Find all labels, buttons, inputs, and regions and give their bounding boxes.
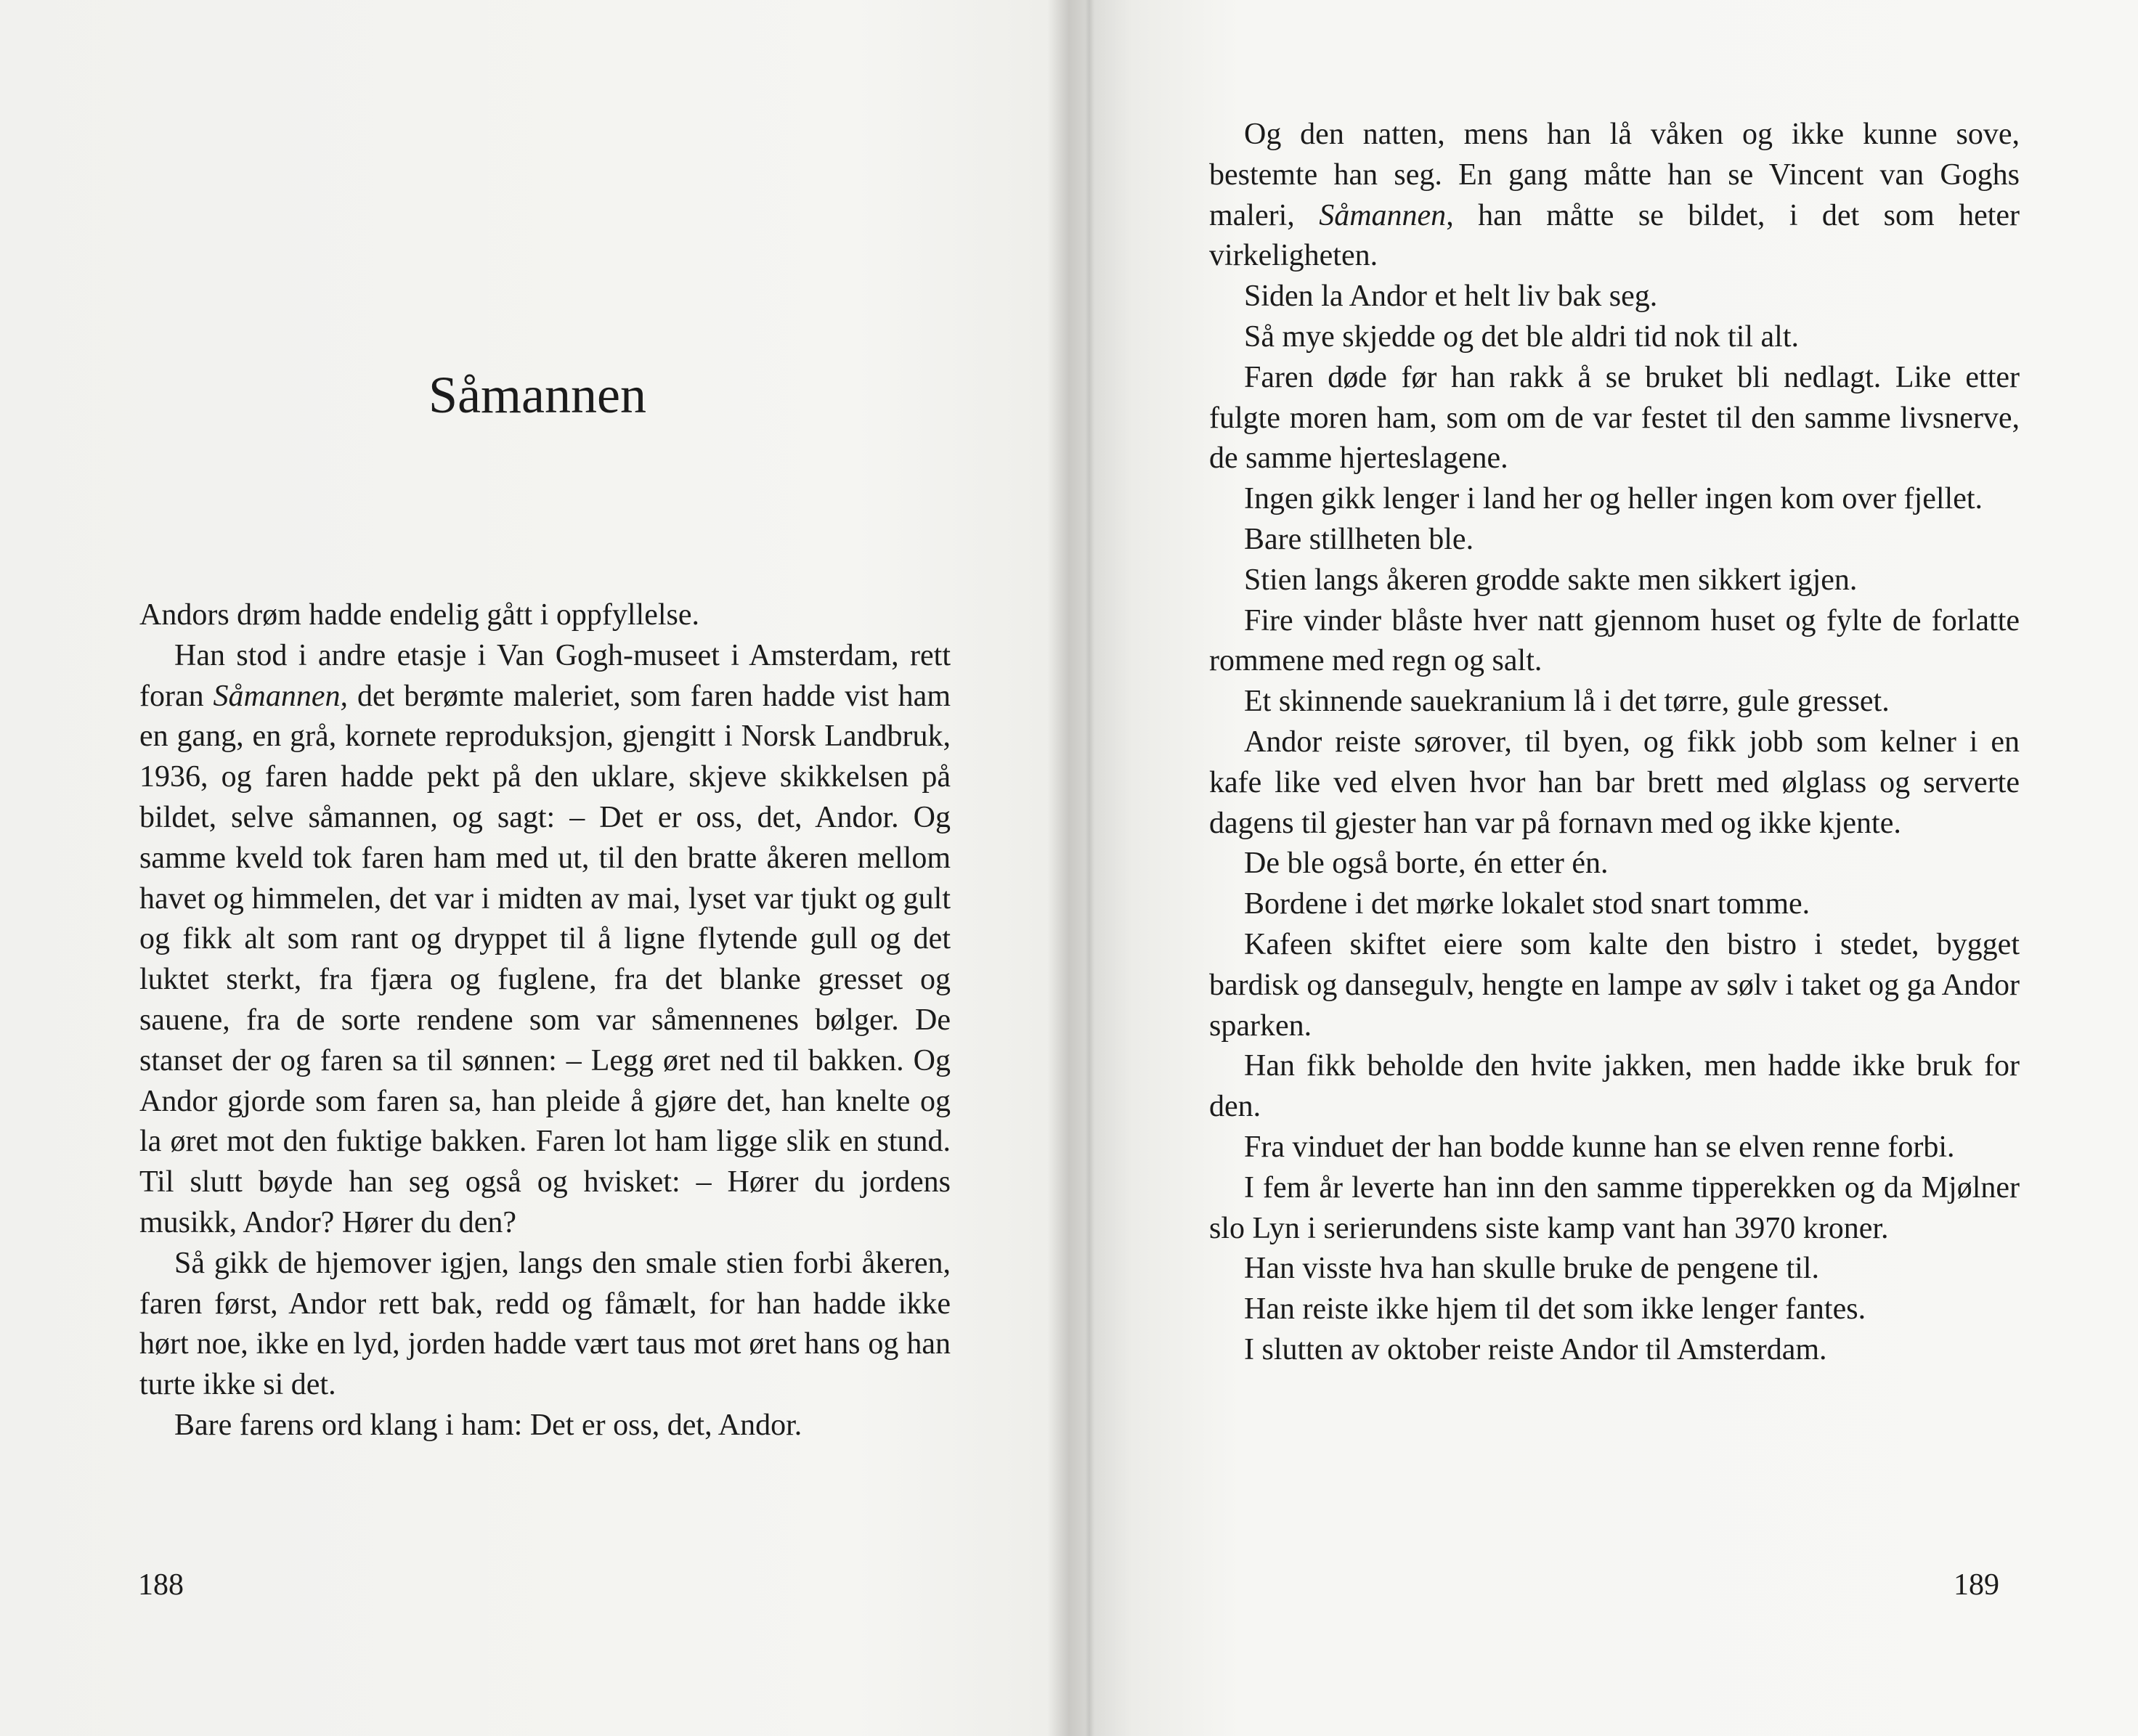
paragraph: Siden la Andor et helt liv bak seg. [1244,280,1658,314]
paragraph: Bordene i det mørke lokalet stod snart tomme. [1244,887,1810,921]
paragraph: Han visste hva han skulle bruke de pengene til. [1244,1252,1819,1286]
painting-title-italic: Såmannen [1319,198,1447,232]
paragraph: De ble også borte, én etter én. [1244,847,1609,881]
paragraph: Bare farens ord klang i ham: Det er oss, det, Andor. [174,1408,802,1442]
paragraph: Et skinnende sauekranium lå i det tørre, gule gresset. [1244,685,1890,719]
paragraph: Andors drøm hadde endelig gått i oppfyllelse. [139,598,699,632]
paragraph [1209,115,2020,277]
paragraph [139,636,951,1244]
paragraph: Kafeen skiftet eiere som kalte den bistro i stedet, bygget bardisk og dansegulv, hengte en lampe av sølv i taket og ga Andor sparken. [1209,927,2020,1043]
paragraph: Fire vinder blåste hver natt gjennom huset og fylte de forlatte rommene med regn og salt. [1209,603,2020,678]
left-page-text [139,595,951,1446]
paragraph: Han reiste ikke hjem til det som ikke lenger fantes. [1244,1292,1866,1327]
right-page [1075,0,2138,1736]
painting-title-italic: Såmannen, [213,679,349,713]
paragraph: Han fikk beholde den hvite jakken, men hadde ikke bruk for den. [1209,1049,2020,1124]
text-run: Og den natten, mens han lå våken og ikke kunne sove, bestemte han seg. En gang måtte han se Vincent van Goghs maleri, [1209,118,2020,232]
page-number-left: 188 [138,1568,184,1602]
paragraph: Så mye skjedde og det ble aldri tid nok til alt. [1244,319,1800,354]
paragraph: Bare stillheten ble. [1244,522,1474,556]
paragraph: I slutten av oktober reiste Andor til Amsterdam. [1244,1332,1827,1366]
paragraph: Ingen gikk lenger i land her og heller ingen kom over fjellet. [1244,482,1983,516]
chapter-title: Såmannen [428,366,646,424]
paragraph: Stien langs åkeren grodde sakte men sikkert igjen. [1244,563,1858,597]
paragraph: Andor reiste sørover, til byen, og fikk jobb som kelner i en kafe like ved elven hvor han bar brett med ølglass og serverte dagens til gjester han var på fornavn med og ikke kjente. [1209,725,2020,840]
paragraph: Så gikk de hjemover igjen, langs den smale stien forbi åkeren, faren først, Andor rett bak, redd og fåmælt, for han hadde ikke hørt noe, ikke en lyd, jorden hadde vært taus mot øret hans og han turte ikke si det. [139,1246,951,1402]
text-run: det berømte maleriet, som faren hadde vist ham en gang, en grå, kornete reproduksjon, gjengitt i Norsk Landbruk, 1936, og faren hadde pekt på den uklare, skjeve skikkelsen på bildet, selve såmannen, og sagt: – Det er oss, det, Andor. Og samme kveld tok faren ham med ut, til den bratte åkeren mellom havet og himmelen, det var i midten av mai, lyset var tjukt og gult og fikk alt som rant og dryppet til å ligne flytende gull og det luktet sterkt, fra fjæra og fuglene, fra det blanke gresset og sauene, fra de sorte rendene som var såmennenes bølger. De stanset der og faren sa til sønnen: – Legg øret ned til bakken. Og Andor gjorde som faren sa, han pleide å gjøre det, han knelte og la øret mot den fuktige bakken. Faren lot ham ligge slik en stund. Til slutt bøyde han seg også og hvisket: – Hører du jordens musikk, Andor? Hører du den? [139,679,951,1239]
paragraph: I fem år leverte han inn den samme tipperekken og da Mjølner slo Lyn i serierundens siste kamp vant han 3970 kroner. [1209,1170,2020,1245]
page-number-right: 189 [1954,1568,1999,1602]
text-run: Han stod i andre etasje i Van Gogh-museet i Amsterdam, rett foran [139,638,951,713]
paragraph: Faren døde før han rakk å se bruket bli nedlagt. Like etter fulgte moren ham, som om de var festet til den samme livsnerve, de samme hjerteslagene. [1209,360,2020,476]
right-page-text [1209,115,2020,1371]
paragraph: Fra vinduet der han bodde kunne han se elven renne forbi. [1244,1130,1955,1164]
text-run: , han måtte se bildet, i det som heter virkeligheten. [1209,198,2020,273]
